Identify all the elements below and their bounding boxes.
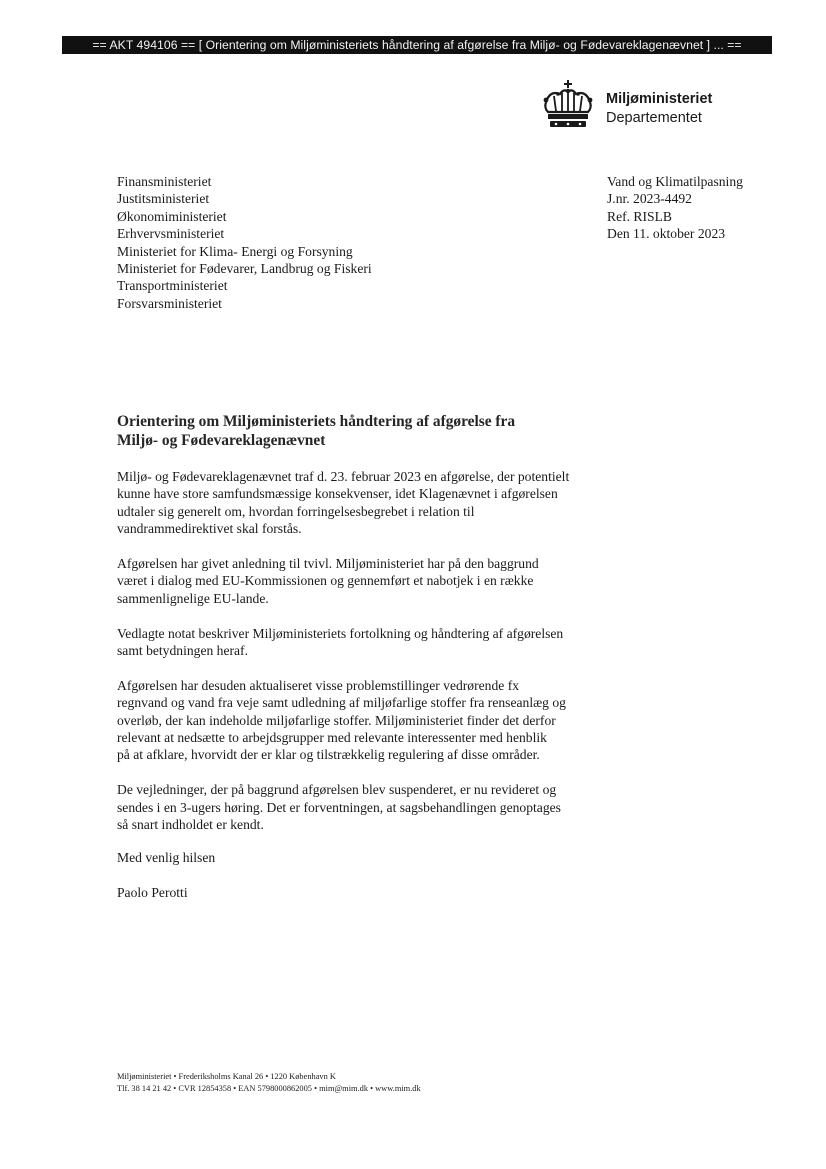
letter-body bbox=[117, 468, 617, 851]
document-date: Den 11. oktober 2023 bbox=[607, 226, 726, 242]
crown-icon bbox=[540, 78, 596, 130]
paragraph bbox=[117, 781, 617, 833]
document-meta bbox=[607, 173, 743, 243]
paragraph bbox=[117, 625, 617, 660]
office-name: Vand og Klimatilpasning bbox=[607, 174, 743, 189]
closing-greeting: Med venlig hilsen bbox=[117, 850, 216, 865]
paragraph-line: regnvand og vand fra veje samt udledning af miljøfarlige stoffer fra renseanlæg og bbox=[117, 695, 566, 711]
paragraph-line: sendes i en 3-ugers høring. Det er forventningen, at sagsbehandlingen genoptages bbox=[117, 799, 561, 815]
recipient-item: Erhvervsministeriet bbox=[117, 226, 225, 242]
paragraph-line: Afgørelsen har givet anledning til tvivl. Miljøministeriet har på den baggrund bbox=[117, 556, 539, 572]
paragraph bbox=[117, 677, 617, 764]
recipient-item: Ministeriet for Klima- Energi og Forsyning bbox=[117, 243, 353, 259]
paragraph-line: sammenlignelige EU-lande. bbox=[117, 590, 269, 606]
recipient-list bbox=[117, 173, 372, 312]
paragraph-line: Vedlagte notat beskriver Miljøministeriets fortolkning og håndtering af afgørelsen bbox=[117, 625, 564, 641]
paragraph-line: været i dialog med EU-Kommissionen og gennemført et nabotjek i en række bbox=[117, 573, 534, 589]
paragraph-line: kunne have store samfundsmæssige konsekvenser, idet Klagenævnet i afgørelsen bbox=[117, 486, 558, 502]
document-header-bar: == AKT 494106 == [ Orientering om Miljøministeriets håndtering af afgørelse fra Miljø- og Fødevareklagenævnet ] ... == bbox=[62, 36, 772, 54]
paragraph-line: Miljø- og Fødevareklagenævnet traf d. 23. februar 2023 en afgørelse, der potentielt bbox=[117, 469, 570, 484]
recipient-item: Ministeriet for Fødevarer, Landbrug og Fiskeri bbox=[117, 261, 372, 277]
footer-contact: Tlf. 38 14 21 42 • CVR 12854358 • EAN 5798000862005 • mim@mim.dk • www.mim.dk bbox=[117, 1084, 421, 1094]
paragraph-line: Afgørelsen har desuden aktualiseret visse problemstillinger vedrørende fx bbox=[117, 677, 520, 693]
paragraph-line: udtaler sig generelt om, hvordan forringelsesbegrebet i relation til bbox=[117, 503, 475, 519]
ministry-logo bbox=[540, 78, 740, 130]
title-line: Orientering om Miljøministeriets håndtering af afgørelse fra bbox=[117, 413, 516, 430]
page-footer bbox=[117, 1071, 421, 1096]
ministry-department: Departementet bbox=[606, 110, 702, 126]
signature-name: Paolo Perotti bbox=[117, 885, 188, 900]
paragraph-line: samt betydningen heraf. bbox=[117, 643, 248, 659]
paragraph-line: De vejledninger, der på baggrund afgørelsen blev suspenderet, er nu revideret og bbox=[117, 782, 557, 798]
recipient-item: Forsvarsministeriet bbox=[117, 295, 222, 311]
footer-address: Miljøministeriet • Frederiksholms Kanal 26 • 1220 København K bbox=[117, 1072, 336, 1081]
paragraph-line: relevant at nedsætte to arbejdsgrupper med relevante interessenter med henblik bbox=[117, 730, 547, 746]
paragraph-line: på at afklare, hvorvidt der er klar og tilstrækkelig regulering af disse områder. bbox=[117, 747, 540, 763]
paragraph-line: vandrammedirektivet skal forstås. bbox=[117, 521, 302, 537]
recipient-item: Justitsministeriet bbox=[117, 191, 210, 207]
title-line: Miljø- og Fødevareklagenævnet bbox=[117, 431, 326, 449]
recipient-item: Økonomiministeriet bbox=[117, 208, 227, 224]
recipient-item: Transportministeriet bbox=[117, 278, 228, 294]
ministry-name: Miljøministeriet bbox=[606, 91, 713, 107]
paragraph-line: så snart indholdet er kendt. bbox=[117, 817, 264, 833]
paragraph-line: overløb, der kan indeholde miljøfarlige stoffer. Miljøministeriet finder det derfor bbox=[117, 712, 556, 728]
paragraph bbox=[117, 468, 617, 538]
paragraph bbox=[117, 555, 617, 607]
journal-number: J.nr. 2023-4492 bbox=[607, 191, 692, 207]
recipient-item: Finansministeriet bbox=[117, 174, 212, 189]
reference: Ref. RISLB bbox=[607, 208, 672, 224]
document-title bbox=[117, 413, 637, 450]
